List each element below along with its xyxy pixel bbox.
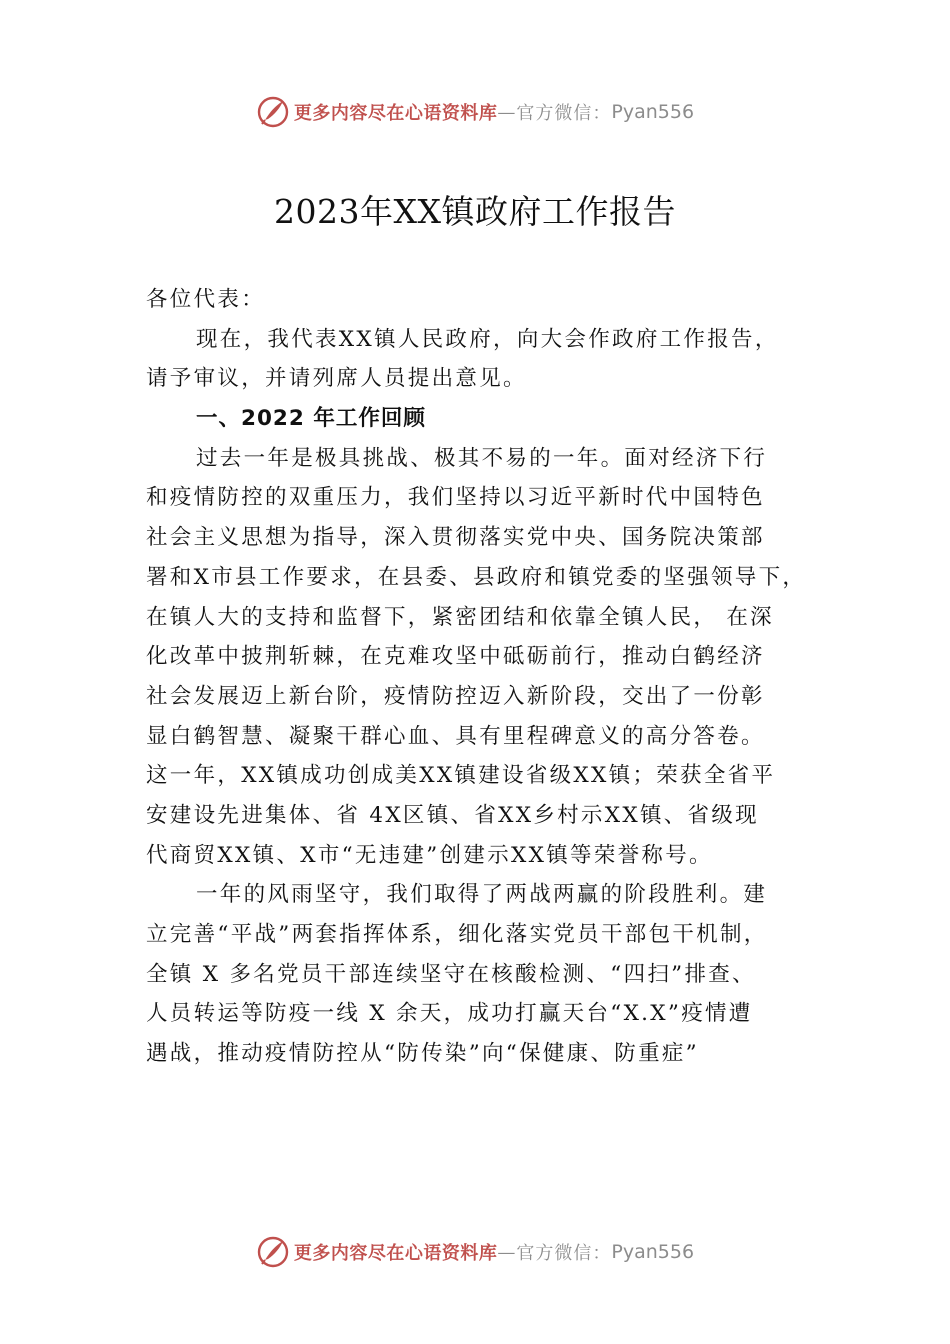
text-line: 过去一年是极具挑战、极其不易的一年。面对经济下行 (196, 445, 768, 471)
text-line: 社会主义思想为指导，深入贯彻落实党中央、国务院决策部 (146, 525, 765, 551)
text-line: 一年的风雨坚守，我们取得了两战两赢的阶段胜利。建 (196, 882, 768, 908)
watermark-account: Pyan556 (611, 1241, 695, 1263)
text-line: 化改革中披荆斩棘，在克难攻坚中砥砺前行，推动白鹤经济 (146, 644, 765, 670)
text-line: 代商贸XX镇、X市“无违建”创建示XX镇等荣誉称号。 (146, 842, 713, 868)
text-line: 各位代表： (146, 287, 266, 312)
watermark-dash: — (497, 101, 517, 123)
text-line: 署和X市县工作要求，在县委、县政府和镇党委的坚强领导下， (146, 564, 807, 590)
quill-logo-icon (256, 1235, 290, 1269)
watermark-label: 官方微信： (516, 1243, 612, 1264)
watermark-dash: — (497, 1241, 517, 1263)
text-line: 遇战，推动疫情防控从“防传染”向“保健康、防重症” (146, 1041, 699, 1067)
document-body (146, 280, 846, 1074)
watermark-header (0, 92, 950, 132)
text-line: 和疫情防控的双重压力，我们坚持以习近平新时代中国特色 (146, 485, 765, 511)
text-line: 社会发展迈上新台阶，疫情防控迈入新阶段，交出了一份彰 (146, 683, 765, 709)
section-heading: 一、2022 年工作回顾 (196, 406, 426, 432)
text-line: 显白鹤智慧、凝聚干群心血、具有里程碑意义的高分答卷。 (146, 723, 765, 749)
text-line: 立完善“平战”两套指挥体系，细化落实党员干部包干机制， (146, 922, 768, 947)
text-line: 人员转运等防疫一线 X 余天，成功打赢天台“X.X”疫情遭 (146, 1001, 753, 1027)
text-line: 请予审议，并请列席人员提出意见。 (146, 366, 527, 392)
text-line: 安建设先进集体、省 4X区镇、省XX乡村示XX镇、省级现 (146, 802, 759, 828)
text-line: 全镇 X 多名党员干部连续坚守在核酸检测、“四扫”排查、 (146, 961, 756, 987)
watermark-footer (0, 1232, 950, 1272)
watermark-title: 更多内容尽在心语资料库 (293, 103, 498, 124)
document-title: 2023年XX镇政府工作报告 (274, 192, 676, 231)
text-line: 这一年，XX镇成功创成美XX镇建设省级XX镇；荣获全省平 (146, 763, 776, 789)
text-line: 现在，我代表XX镇人民政府，向大会作政府工作报告， (196, 326, 779, 352)
watermark-account: Pyan556 (611, 101, 695, 123)
watermark-title: 更多内容尽在心语资料库 (293, 1243, 498, 1264)
text-line: 在镇人大的支持和监督下，紧密团结和依靠全镇人民， 在深 (146, 604, 774, 630)
watermark-label: 官方微信： (516, 103, 612, 124)
quill-logo-icon (256, 95, 290, 129)
